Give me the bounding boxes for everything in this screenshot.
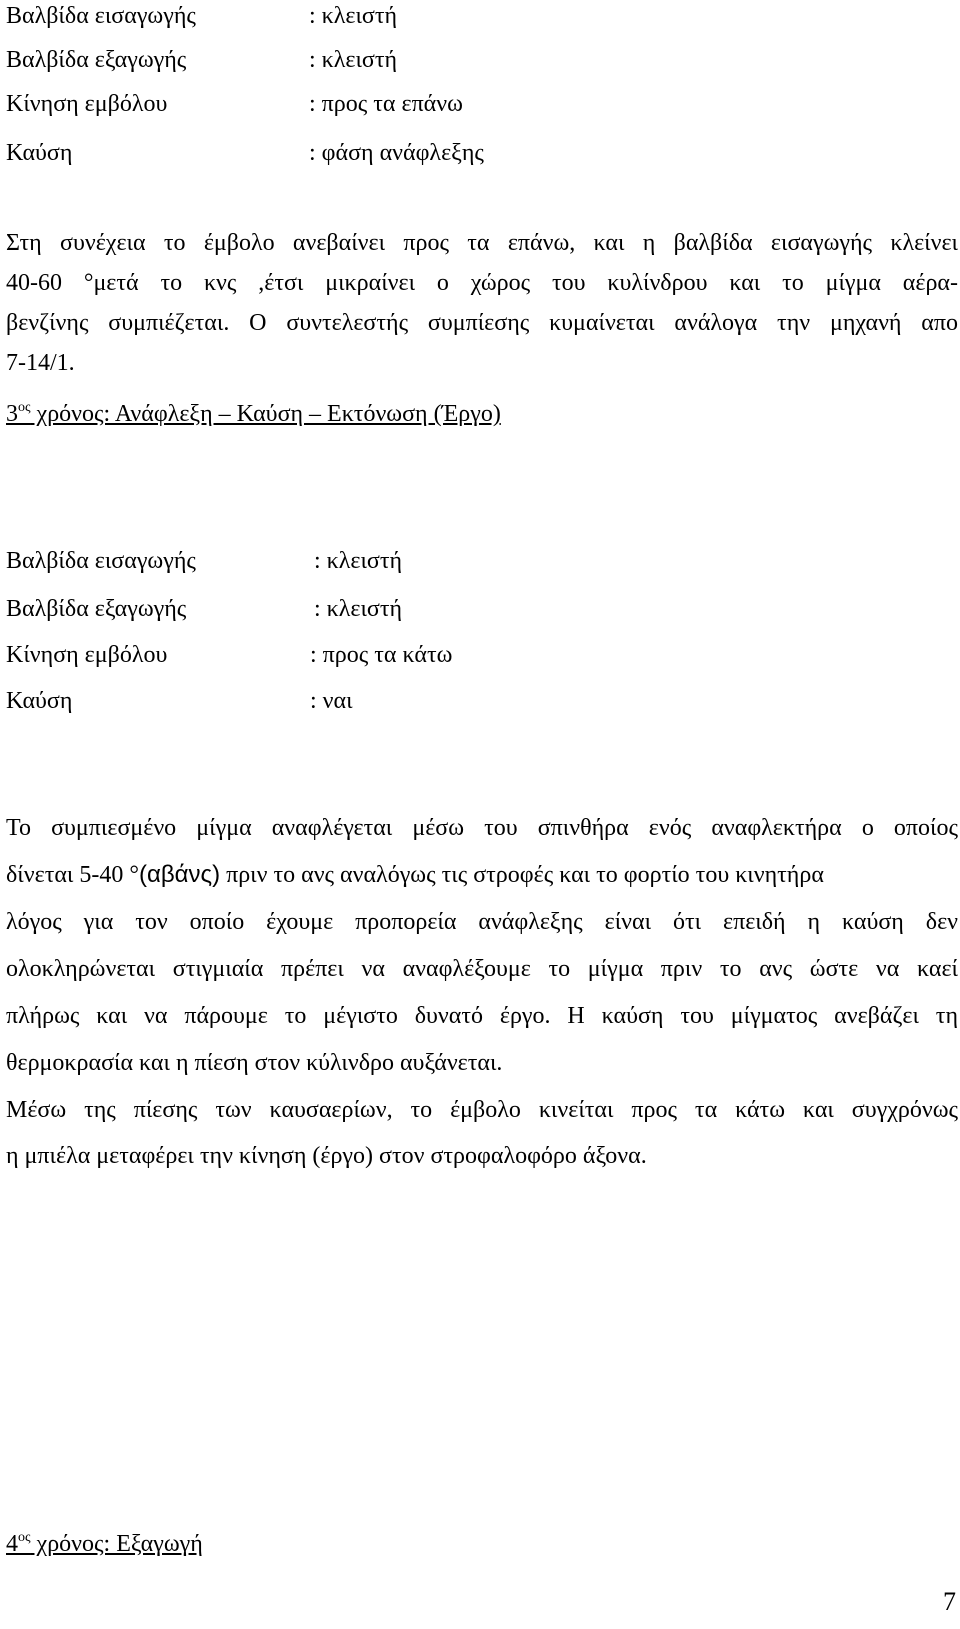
row-value: : προς τα επάνω	[309, 91, 463, 117]
row-label: Κίνηση εμβόλου	[6, 91, 168, 117]
row-label: Βαλβίδα εξαγωγής	[6, 47, 187, 73]
section-heading	[6, 1527, 203, 1561]
paragraph-line: λόγος για τον οποίο έχουμε προπορεία ανάφλεξης είναι ότι επειδή η καύση δεν	[6, 909, 958, 935]
line-part: πριν το ανς αναλόγως τις στροφές και το φορτίο του κινητήρα	[220, 862, 824, 888]
row-label: Καύση	[6, 140, 73, 166]
row-value: : φάση ανάφλεξης	[309, 140, 484, 166]
paragraph-line	[6, 859, 958, 891]
line-part: (αβάνς)	[138, 861, 221, 888]
row-label: Βαλβίδα εξαγωγής	[6, 596, 187, 622]
heading-ordinal: ος	[18, 400, 31, 415]
heading-text: χρόνος: Εξαγωγή	[30, 1531, 203, 1557]
row-value: : ναι	[310, 688, 353, 714]
line-part: δίνεται 5-40 °	[6, 862, 139, 888]
heading-text: χρόνος: Ανάφλεξη – Καύση – Εκτόνωση (Έργο)	[30, 401, 501, 427]
paragraph-line: Στη συνέχεια το έμβολο ανεβαίνει προς τα επάνω, και η βαλβίδα εισαγωγής κλείνει	[6, 230, 958, 256]
paragraph-line: 40-60 °μετά το κνς ,έτσι μικραίνει ο χώρος του κυλίνδρου και το μίγμα αέρα-	[6, 270, 958, 296]
heading-ordinal: ος	[18, 1530, 31, 1545]
row-value: : προς τα κάτω	[310, 642, 453, 668]
row-value: : κλειστή	[314, 548, 403, 574]
section-heading	[6, 397, 501, 431]
row-label: Βαλβίδα εισαγωγής	[6, 3, 196, 29]
paragraph-line: Μέσω της πίεσης των καυσαερίων, το έμβολο κινείται προς τα κάτω και συγχρόνως	[6, 1097, 958, 1123]
paragraph-line: Το συμπιεσμένο μίγμα αναφλέγεται μέσω του σπινθήρα ενός αναφλεκτήρα ο οποίος	[6, 815, 958, 841]
paragraph-line: η μπιέλα μεταφέρει την κίνηση (έργο) στον στροφαλοφόρο άξονα.	[6, 1143, 647, 1169]
row-value: : κλειστή	[314, 596, 403, 622]
heading-number: 3	[6, 401, 18, 427]
heading-number: 4	[6, 1531, 18, 1557]
paragraph-line: 7-14/1.	[6, 350, 75, 376]
row-label: Βαλβίδα εισαγωγής	[6, 548, 196, 574]
paragraph-line: θερμοκρασία και η πίεση στον κύλινδρο αυξάνεται.	[6, 1050, 503, 1076]
row-label: Κίνηση εμβόλου	[6, 642, 168, 668]
paragraph-line: ολοκληρώνεται στιγμιαία πρέπει να αναφλέξουμε το μίγμα πριν το ανς ώστε να καεί	[6, 956, 958, 982]
row-value: : κλειστή	[309, 47, 398, 73]
page-number: 7	[943, 1587, 956, 1616]
paragraph-line: πλήρως και να πάρουμε το μέγιστο δυνατό έργο. Η καύση του μίγματος ανεβάζει τη	[6, 1003, 958, 1029]
row-value: : κλειστή	[309, 3, 398, 29]
paragraph-line: βενζίνης συμπιέζεται. Ο συντελεστής συμπίεσης κυμαίνεται ανάλογα την μηχανή απο	[6, 310, 958, 336]
row-label: Καύση	[6, 688, 73, 714]
